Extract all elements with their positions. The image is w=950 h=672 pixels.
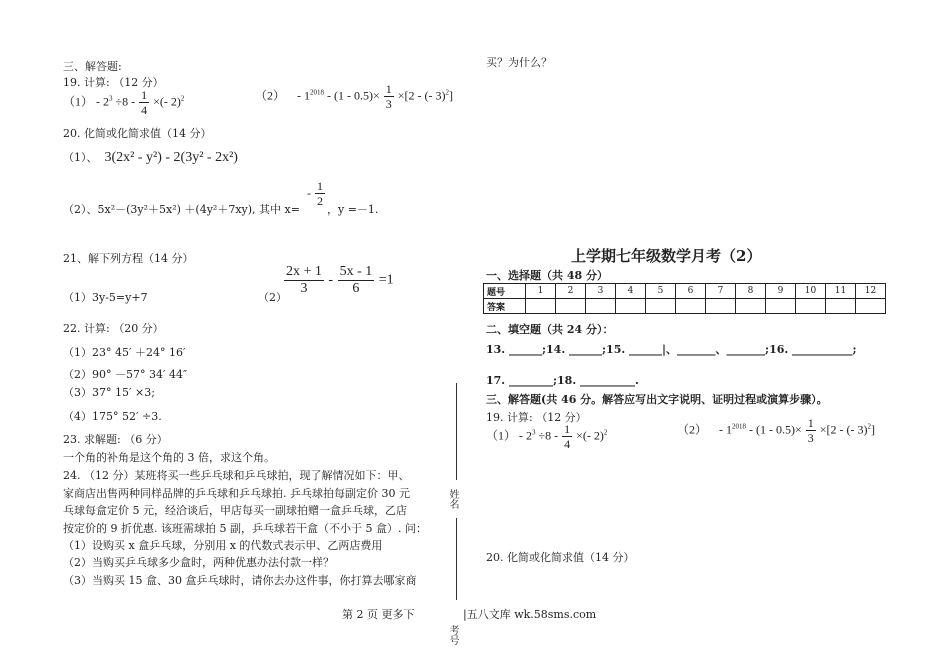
- q22-title: 22. 计算: （20 分）: [63, 322, 164, 335]
- binding-line: [456, 518, 457, 600]
- q20-part1: （1）、 3(2x² - y²) - 2(3y² - 2x²): [63, 150, 238, 165]
- q21-part2-equation: $\frac{2x + 1}{3}$ - $\frac{5x - 1}{6}$ =1: [286, 264, 394, 296]
- table-cell: 8: [736, 284, 766, 299]
- table-cell: 12: [856, 284, 886, 299]
- table-row: [484, 284, 886, 299]
- page-title: 上学期七年级数学月考（2）: [571, 247, 762, 265]
- answer-cell[interactable]: [736, 299, 766, 314]
- section-1-heading: 一、选择题（共 48 分）: [486, 269, 608, 282]
- q24-line: 乓球每盒定价 5 元，经洽谈后，甲店每买一副球拍赠一盒乒乓球，乙店: [63, 504, 407, 517]
- q20-title: 20. 化简或化简求值（14 分）: [63, 127, 212, 140]
- table-cell: 9: [766, 284, 796, 299]
- q20-part2-x-value: - $\frac{1}{2}$: [307, 179, 323, 208]
- table-row: [484, 299, 886, 314]
- q24-line: （1）设购买 x 盒乒乓球，分别用 x 的代数式表示甲、乙两店费用: [63, 539, 383, 552]
- q24-continuation: 买？为什么？: [486, 56, 552, 69]
- fraction: $\frac{1}{2}$: [317, 179, 323, 208]
- name-label: 姓名: [447, 489, 458, 509]
- section-2-heading: 二、填空题（共 24 分）：: [486, 323, 614, 336]
- q21-part2-label: （2）: [258, 291, 287, 304]
- answer-cell[interactable]: [826, 299, 856, 314]
- q24-line: （3）当购买 15 盒、30 盒乒乓球时，请你去办这件事，你打算去哪家商: [63, 574, 417, 587]
- q19-part2-right: （2） - $1^{2018} - (1 - 0.5)\times$ $\frac{1}{3}$ ×[2 - (- 3)$^2$]: [677, 416, 876, 445]
- fraction: $\frac{1}{3}$: [385, 82, 392, 111]
- watermark: |五八文库 wk.58sms.com: [463, 608, 597, 621]
- q20-part2-y-value: ，y =－1.: [327, 203, 379, 216]
- table-cell: 答案: [484, 299, 526, 314]
- q24-line: 按定价的 9 折优惠. 该班需球拍 5 副，乒乓球若干盒（不小于 5 盒）. 问：: [63, 522, 427, 535]
- answer-table: [483, 283, 886, 314]
- q24-line: （2）当购买乒乓球多少盒时，两种优惠办法付款一样？: [63, 556, 334, 569]
- answer-cell[interactable]: [856, 299, 886, 314]
- table-cell: 4: [616, 284, 646, 299]
- table-cell: 6: [676, 284, 706, 299]
- fraction: $\frac{1}{4}$: [141, 88, 148, 117]
- table-cell: 7: [706, 284, 736, 299]
- fraction: $\frac{5x - 1}{6}$: [339, 264, 373, 296]
- q20-part2: （2）、5x²－(3y²＋5x²) ＋(4y²＋7xy), 其中 x=: [63, 203, 300, 216]
- q22-item-2: （2）90° －57° 34′ 44″: [63, 368, 188, 381]
- page-footer: 第 2 页 更多下: [342, 608, 415, 621]
- q22-item-1: （1）23° 45′ ＋24° 16′: [63, 346, 186, 359]
- fraction: $\frac{1}{4}$: [564, 422, 571, 451]
- q19-part2: （2） - $1^{2018} - (1 - 0.5)\times$ $\frac{1}{3}$ ×[2 - (- 3)$^2$]: [255, 82, 454, 111]
- q19-title: 19. 计算: （12 分）: [63, 76, 164, 89]
- answer-cell[interactable]: [796, 299, 826, 314]
- answer-cell[interactable]: [766, 299, 796, 314]
- q24-line: 家商店出售两种同样品牌的乒乓球和乒乓球拍. 乒乓球拍每副定价 30 元: [63, 487, 410, 500]
- answer-cell[interactable]: [676, 299, 706, 314]
- table-cell: 2: [556, 284, 586, 299]
- answer-cell[interactable]: [616, 299, 646, 314]
- table-cell: 题号: [484, 284, 526, 299]
- q20-title-right: 20. 化简或化简求值（14 分）: [486, 551, 635, 564]
- answer-cell[interactable]: [556, 299, 586, 314]
- fill-blanks-row-1[interactable]: 13. ______;14. ______;15. ______|、_______、_______;16. ___________;: [486, 343, 857, 356]
- q21-part1: （1）3y-5=y+7: [63, 291, 148, 304]
- q19-part1-right: $(1) - 2^3 \div 8$ - $\frac{1}{4}$ ×(- 2)$^2$: [486, 422, 608, 451]
- q23-text: 一个角的补角是这个角的 3 倍，求这个角。: [63, 451, 275, 464]
- binding-line: [456, 383, 457, 480]
- fill-blanks-row-2[interactable]: 17. ________;18. __________.: [486, 374, 639, 387]
- q19-part1: $(1) - 2^3 \div 8$ - $\frac{1}{4}$ ×(- 2)$^2$: [63, 88, 185, 117]
- q24-line: 24. （12 分）某班将买一些乒乓球和乒乓球拍，现了解情况如下：甲、: [63, 469, 410, 482]
- answer-cell[interactable]: [586, 299, 616, 314]
- answer-cell[interactable]: [706, 299, 736, 314]
- answer-cell[interactable]: [646, 299, 676, 314]
- fraction: $\frac{2x + 1}{3}$: [286, 264, 322, 296]
- section-3-heading: 三、解答题:: [63, 60, 122, 73]
- table-cell: 11: [826, 284, 856, 299]
- section-3-heading-right: 三、解答题(共 46 分。解答应写出文字说明、证明过程或演算步骤）。: [486, 393, 828, 406]
- table-cell: 1: [526, 284, 556, 299]
- q21-title: 21、解下列方程（14 分）: [63, 252, 194, 265]
- fraction: $\frac{1}{3}$: [807, 416, 814, 445]
- q22-item-3: （3）37° 15′ ×3;: [63, 386, 155, 399]
- answer-cell[interactable]: [526, 299, 556, 314]
- q23-title: 23. 求解题: （6 分）: [63, 433, 168, 446]
- q19-title-right: 19. 计算: （12 分）: [486, 411, 587, 424]
- table-cell: 3: [586, 284, 616, 299]
- q22-item-4: （4）175° 52′ ÷3.: [63, 410, 162, 423]
- exam-number-label: 考号: [447, 625, 458, 645]
- table-cell: 10: [796, 284, 826, 299]
- table-cell: 5: [646, 284, 676, 299]
